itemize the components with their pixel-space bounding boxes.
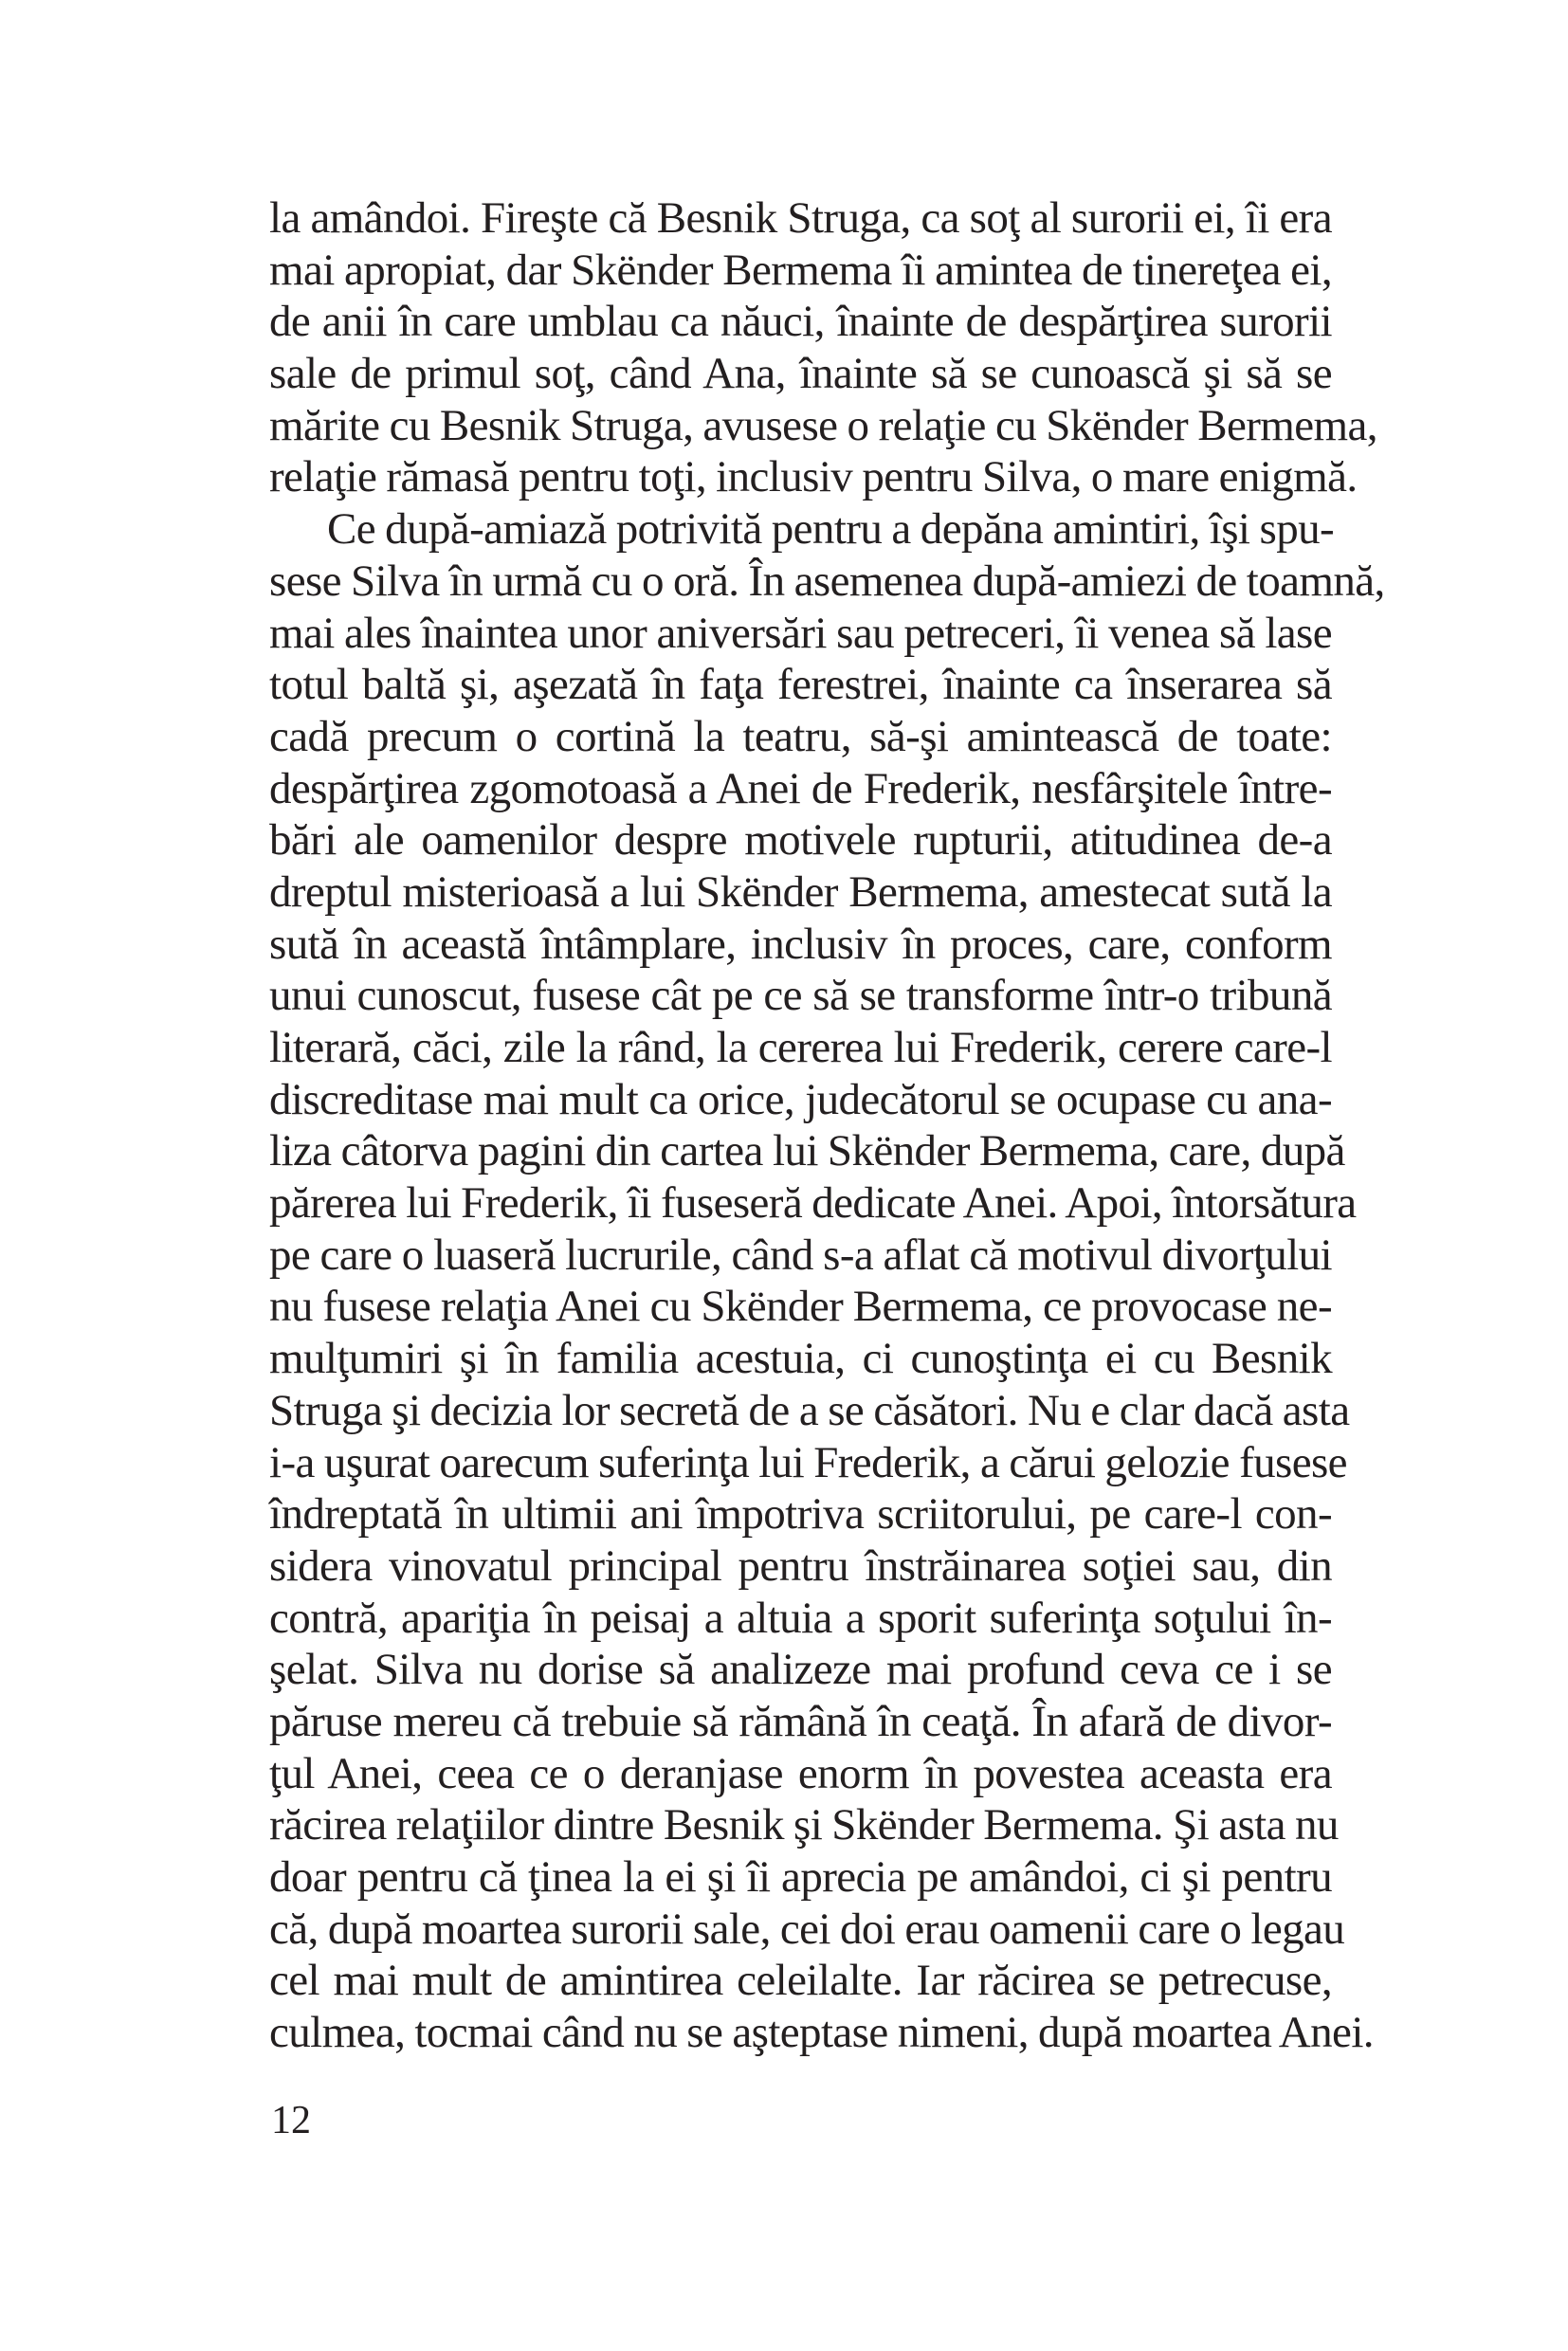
text-line: liza câtorva pagini din cartea lui Skënder Bermema, care, după: [269, 1126, 1345, 1176]
text-line: la amândoi. Fireşte că Besnik Struga, ca soţ al surorii ei, îi era: [269, 193, 1332, 243]
text-line: culmea, tocmai când nu se aşteptase nimeni, după moartea Anei.: [269, 2008, 1374, 2058]
text-line: sută în această întâmplare, inclusiv în proces, care, conform: [269, 919, 1332, 969]
text-line: unui cunoscut, fusese cât pe ce să se transforme într-o tribună: [269, 971, 1332, 1021]
text-line: cadă precum o cortină la teatru, să-şi amintească de toate:: [269, 711, 1332, 761]
paragraph-1: [269, 192, 1377, 503]
text-line: şelat. Silva nu dorise să analizeze mai profund ceva ce i se: [269, 1645, 1332, 1695]
text-line: sale de primul soţ, când Ana, înainte să se cunoască şi să se: [269, 349, 1332, 399]
text-line: mulţumiri şi în familia acestuia, ci cunoştinţa ei cu Besnik: [269, 1334, 1332, 1384]
text-line: mărite cu Besnik Struga, avusese o relaţie cu Skënder Bermema,: [269, 400, 1377, 450]
text-line: mai apropiat, dar Skënder Bermema îi amintea de tinereţea ei,: [269, 245, 1332, 295]
text-line: sidera vinovatul principal pentru înstrăinarea soţiei sau, din: [269, 1540, 1332, 1591]
text-line: despărţirea zgomotoasă a Anei de Frederik, nesfârşitele între-: [269, 763, 1332, 813]
text-line: literară, căci, zile la rând, la cererea lui Frederik, cerere care-l: [269, 1023, 1332, 1072]
text-line: că, după moartea surorii sale, cei doi erau oamenii care o legau: [269, 1904, 1345, 1954]
paragraph-2: [269, 503, 1385, 2059]
text-line: răcirea relaţiilor dintre Besnik şi Skënder Bermema. Şi asta nu: [269, 1800, 1339, 1850]
text-line: sese Silva în urmă cu o oră. În asemenea după-amiezi de toamnă,: [269, 556, 1385, 606]
text-line: doar pentru că ţinea la ei şi îi aprecia pe amândoi, ci şi pentru: [269, 1852, 1332, 1902]
text-line: ţul Anei, ceea ce o deranjase enorm în povestea aceasta era: [269, 1748, 1332, 1798]
text-line: părerea lui Frederik, îi fuseseră dedicate Anei. Apoi, întorsătura: [269, 1178, 1357, 1229]
page-number: 12: [271, 2099, 311, 2142]
text-line: totul baltă şi, aşezată în faţa ferestrei, înainte ca înserarea să: [269, 660, 1332, 710]
text-line: i-a uşurat oarecum suferinţa lui Frederik, a cărui gelozie fusese: [269, 1437, 1347, 1487]
text-line: dreptul misterioasă a lui Skënder Bermema, amestecat sută la: [269, 866, 1332, 917]
text-line: nu fusese relaţia Anei cu Skënder Bermema, ce provocase ne-: [269, 1282, 1332, 1332]
text-line: îndreptată în ultimii ani împotriva scriitorului, pe care-l con-: [269, 1489, 1332, 1540]
text-line: mai ales înaintea unor aniversări sau petreceri, îi venea să lase: [269, 608, 1332, 658]
body-text: [269, 192, 1385, 2059]
text-line: Struga şi decizia lor secretă de a se căsători. Nu e clar dacă asta: [269, 1385, 1350, 1435]
text-line: contră, apariţia în peisaj a altuia a sporit suferinţa soţului în-: [269, 1593, 1332, 1643]
text-line: Ce după-amiază potrivită pentru a depăna amintiri, îşi spu-: [327, 504, 1335, 555]
text-line: de anii în care umblau ca năuci, înainte de despărţirea surorii: [269, 297, 1332, 347]
text-line: cel mai mult de amintirea celeilalte. Iar răcirea se petrecuse,: [269, 1956, 1332, 2006]
text-line: discreditase mai mult ca orice, judecătorul se ocupase cu ana-: [269, 1074, 1332, 1124]
text-line: pe care o luaseră lucrurile, când s-a aflat că motivul divorţului: [269, 1230, 1332, 1280]
text-line: bări ale oamenilor despre motivele rupturii, atitudinea de-a: [269, 815, 1332, 866]
text-line: relaţie rămasă pentru toţi, inclusiv pentru Silva, o mare enigmă.: [269, 452, 1358, 502]
text-line: păruse mereu că trebuie să rămână în ceaţă. În afară de divor-: [269, 1696, 1332, 1746]
